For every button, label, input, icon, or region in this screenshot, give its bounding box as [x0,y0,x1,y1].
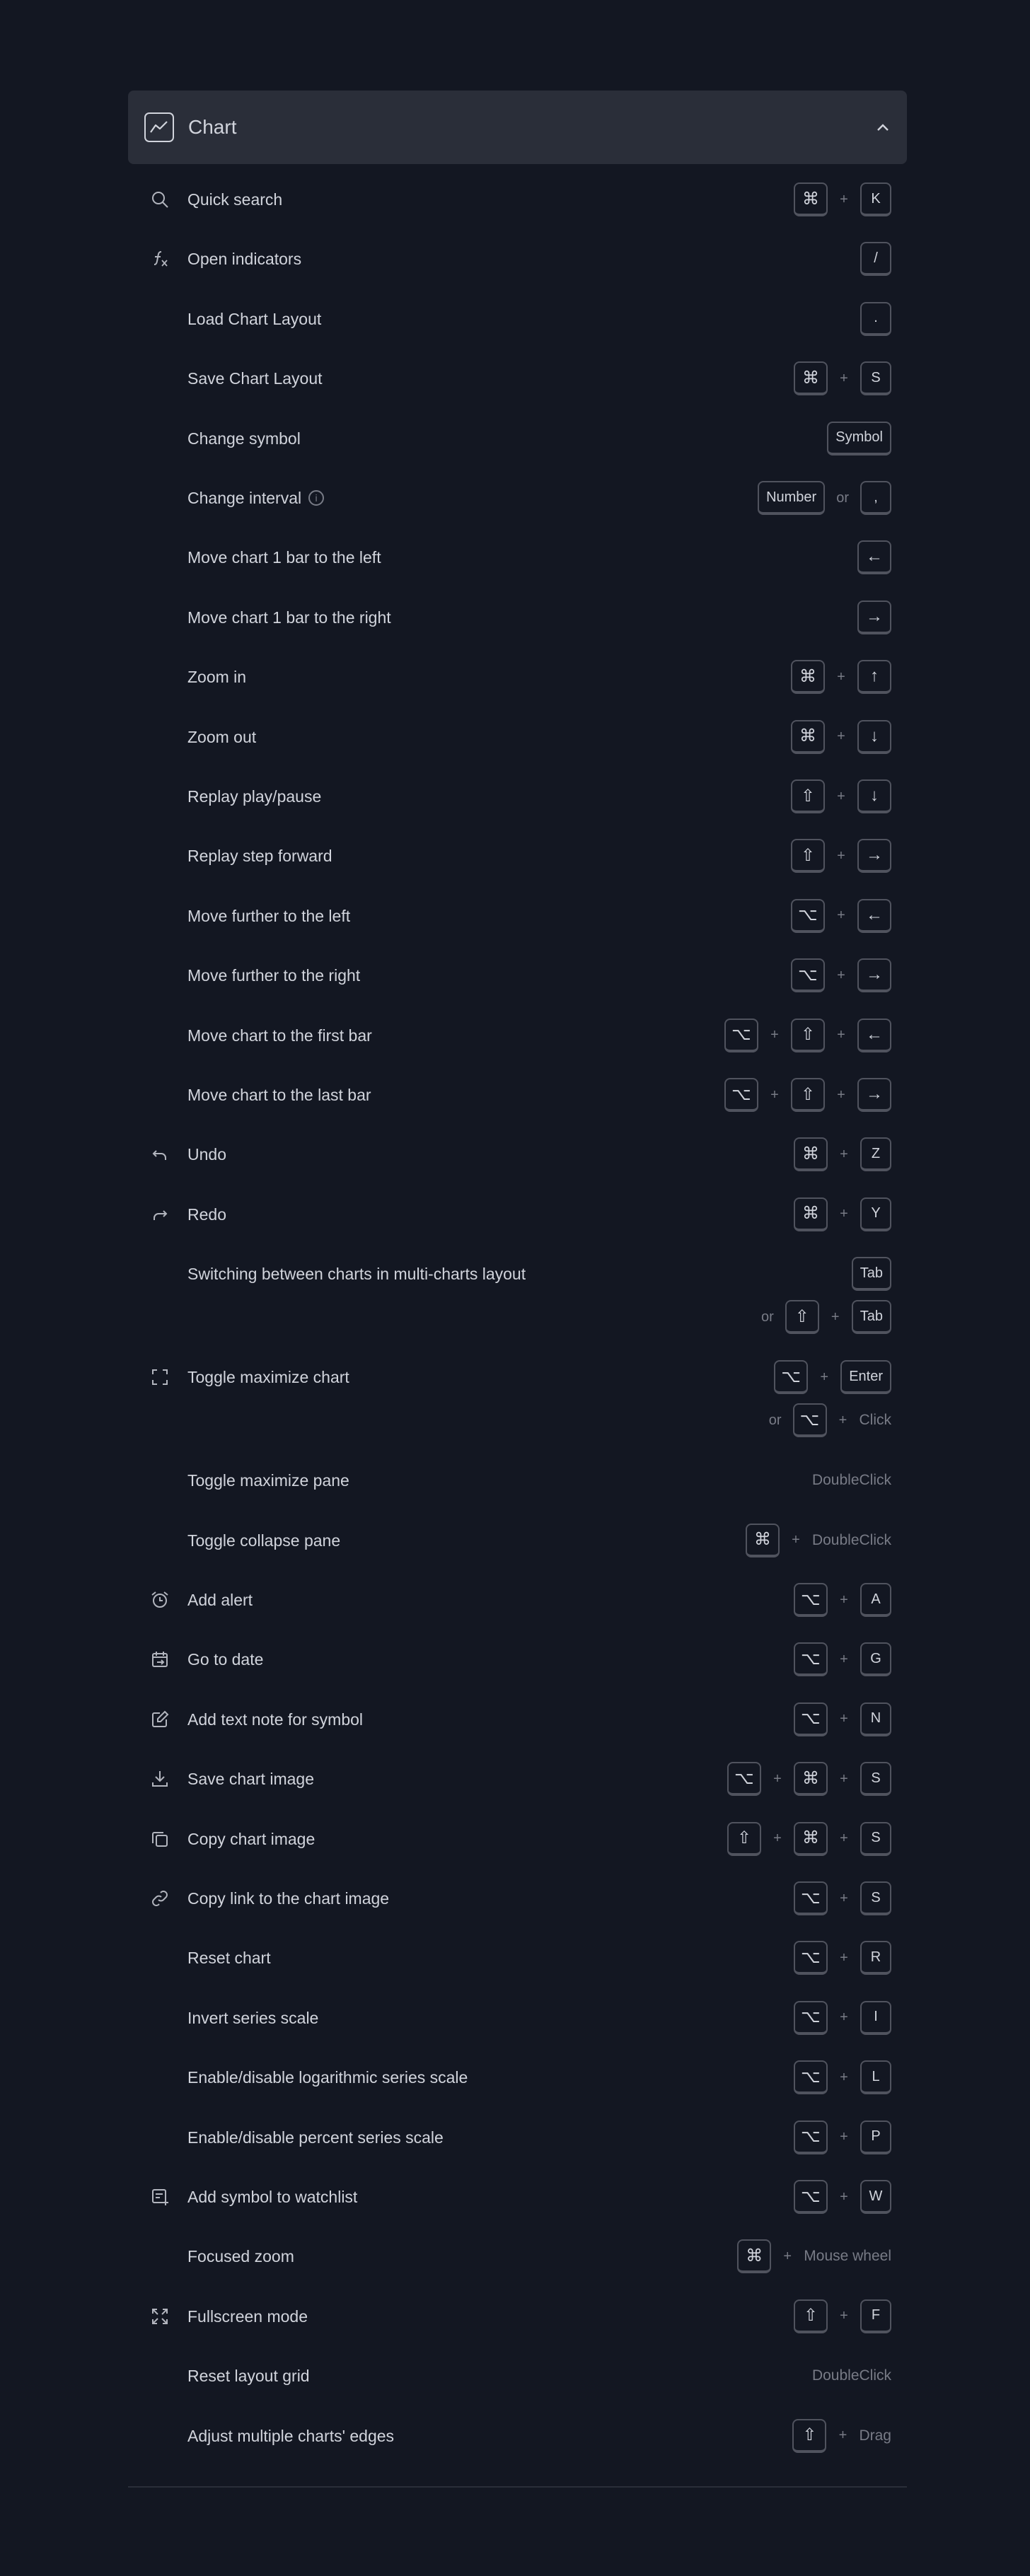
right-arrow-key: → [857,958,891,992]
key-combination [794,2298,891,2335]
shortcut-row [128,1582,891,1624]
p-key: P [860,2120,891,2154]
shortcut-label-text: Focused zoom [187,2247,294,2266]
plus-separator: + [840,191,848,207]
down-arrow-key: ↓ [857,720,891,754]
shortcut-label [187,786,321,807]
info-icon[interactable]: i [308,490,324,506]
shortcut-label-text: Change interval [187,489,302,507]
plus-separator: + [840,2009,848,2026]
right-arrow-key: → [857,839,891,873]
function-icon [149,248,170,269]
shortcut-label-text: Move chart 1 bar to the right [187,608,391,627]
shortcut-label [187,965,360,986]
plus-separator: + [820,1369,829,1385]
shortcut-label [187,1204,226,1225]
cmd-key: ⌘ [794,361,828,395]
down-arrow-key: ↓ [857,779,891,813]
shift-key: ⇧ [791,779,825,813]
cmd-key: ⌘ [746,1524,780,1557]
chevron-up-icon[interactable] [876,123,890,132]
option-key: ⌥ [794,1642,828,1676]
option-key: ⌥ [791,899,825,933]
key-combination [794,1641,891,1678]
shortcut-label-text: Change symbol [187,429,301,448]
shortcut-label-text: Fullscreen mode [187,2307,308,2326]
key-combination [794,2059,891,2096]
cmd-key: ⌘ [794,182,828,216]
doubleclick-text: DoubleClick [811,2367,891,2384]
cmd-key: ⌘ [791,660,825,694]
line-chart-icon [144,112,174,142]
option-key: ⌥ [791,958,825,992]
shortcut-row [128,181,891,224]
plus-separator: + [840,370,848,386]
section-title: Chart [188,116,237,138]
option-key: ⌥ [727,1762,761,1796]
watchlist-add-icon [149,2186,170,2207]
shortcut-label-text: Enable/disable percent series scale [187,2128,444,2147]
left-arrow-key: ← [857,540,891,574]
shortcut-label [187,1263,526,1284]
k-key: K [860,182,891,216]
dot-key: . [860,302,891,336]
shortcut-label-text: Toggle maximize chart [187,1368,349,1387]
key-combination [812,1462,891,1499]
key-combination [791,778,891,815]
shortcut-label [187,1144,226,1165]
key-combination [812,2357,891,2394]
shortcut-label-text: Switching between charts in multi-charts layout [187,1265,526,1284]
plus-separator: + [792,1532,800,1548]
shortcut-label [187,2007,318,2029]
key-combination [857,599,891,636]
plus-separator: + [783,2248,792,2264]
r-key: R [860,1941,891,1975]
shortcut-row [128,1136,891,1178]
shortcut-row [128,837,891,880]
or-separator: or [760,1309,774,1325]
g-key: G [860,1642,891,1676]
shortcut-label-text: Redo [187,1205,226,1224]
plus-separator: + [840,1770,848,1787]
maximize-icon [149,1367,170,1388]
shortcut-label [187,248,301,269]
s-key: S [860,1881,891,1915]
slash-key: / [860,242,891,276]
option-key: ⌥ [794,2180,828,2214]
doubleclick-text: DoubleClick [811,1531,891,1548]
shortcut-label-text: Invert series scale [187,2008,319,2027]
plus-separator: + [840,2188,848,2205]
search-icon [149,189,170,210]
key-combination [794,181,891,218]
key-combination [852,1255,891,1292]
plus-separator: + [840,1711,848,1727]
key-combination [794,1701,891,1738]
plus-separator: + [837,967,845,983]
shortcut-row [128,420,891,463]
shortcut-label [187,2365,310,2386]
cmd-key: ⌘ [794,1137,828,1171]
key-combination [791,658,891,695]
cmd-key: ⌘ [794,1762,828,1796]
shortcut-label-text: Replay step forward [187,847,332,866]
shortcut-row [128,1701,891,1744]
plus-separator: + [840,2308,848,2324]
shortcut-label-text: Move further to the right [187,966,361,985]
note-edit-icon [149,1709,170,1730]
shortcut-label [187,1649,263,1670]
shortcut-label-text: Add alert [187,1591,253,1609]
copy-icon [149,1828,170,1850]
plus-separator: + [840,2129,848,2145]
or-separator: or [836,489,849,506]
shortcut-row [128,2000,891,2042]
option-key: ⌥ [774,1360,808,1394]
shortcut-row [128,1939,891,1982]
shift-key: ⇧ [791,1078,825,1112]
shortcut-label [187,1768,314,1789]
shortcut-row [128,1359,891,1444]
shortcut-row [128,2357,891,2400]
shortcut-row [128,2059,891,2101]
undo-icon [149,1144,170,1165]
option-key: ⌥ [794,1702,828,1736]
key-combination [794,1582,891,1618]
key-combination [750,1299,891,1335]
option-key: ⌥ [794,1881,828,1915]
key-combination [724,1077,891,1113]
left-arrow-key: ← [857,899,891,933]
shortcut-row [128,1077,891,1119]
shortcut-label [187,905,350,927]
shortcut-row [128,360,891,402]
redo-icon [149,1204,170,1225]
plus-separator: + [837,788,845,804]
key-combination [827,420,891,457]
shortcut-row [128,539,891,581]
key-combination [792,2418,891,2454]
option-key: ⌥ [794,2120,828,2154]
left-arrow-key: ← [857,1019,891,1052]
plus-separator: + [840,2069,848,2085]
download-icon [149,1768,170,1789]
fullscreen-icon [149,2306,170,2327]
plus-separator: + [840,1949,848,1966]
cmd-key: ⌘ [791,720,825,754]
plus-separator: + [837,907,845,924]
shortcuts-panel [128,91,907,2445]
shortcut-label [187,308,321,330]
right-arrow-key: → [857,601,891,634]
plus-separator: + [773,1770,782,1787]
comma-key: , [860,481,891,515]
shortcut-label-text: Enable/disable logarithmic series scale [187,2068,468,2087]
plus-separator: + [770,1027,779,1043]
shortcut-row [128,480,891,522]
option-key: ⌥ [794,2001,828,2035]
shortcut-row [128,1522,891,1565]
shortcut-label [187,2186,357,2207]
option-key: ⌥ [793,1403,827,1437]
plus-separator: + [837,668,845,685]
shortcut-label [187,2127,444,2148]
s-key: S [860,1822,891,1856]
shortcut-label [187,2246,294,2267]
shortcut-row [128,1196,891,1238]
key-combination [860,301,891,337]
shortcut-label-text: Move chart to the last bar [187,1086,371,1104]
divider [128,2486,907,2488]
plus-separator: + [840,1651,848,1667]
shortcut-row [128,1641,891,1683]
key-combination [791,719,891,755]
option-key: ⌥ [794,1941,828,1975]
key-combination [758,480,891,516]
plus-separator: + [840,1831,848,1847]
shortcut-label [187,2425,394,2447]
shortcut-row [128,599,891,642]
shortcut-row [128,957,891,999]
key-combination [774,1359,891,1396]
tab-key: Tab [852,1300,891,1334]
shortcut-label-text: Move chart to the first bar [187,1026,372,1045]
shortcut-row [128,240,891,283]
shortcut-row [128,1880,891,1922]
shortcut-label-text: Toggle maximize pane [187,1471,349,1490]
shortcut-label [187,1589,253,1611]
key-combination [758,1402,891,1439]
s-key: S [860,361,891,395]
key-combination [727,1760,891,1797]
key-combination [857,539,891,576]
shortcut-row [128,1255,891,1340]
key-combination [791,837,891,874]
shift-key: ⇧ [785,1300,819,1334]
doubleclick-text: DoubleClick [811,1472,891,1489]
shortcut-label-text: Reset chart [187,1949,271,1968]
shortcut-label-text: Replay play/pause [187,787,322,806]
y-key: Y [860,1197,891,1231]
shortcut-label [187,1530,340,1551]
shortcut-row [128,658,891,701]
key-combination [794,2119,891,2156]
tab-key: Tab [852,1257,891,1291]
shortcut-label [187,547,381,568]
shortcut-row [128,719,891,761]
cmd-key: ⌘ [794,1822,828,1856]
shortcut-label-text: Toggle collapse pane [187,1531,341,1550]
link-icon [149,1888,170,1909]
shortcut-label-text: Open indicators [187,250,302,269]
shortcut-row [128,2119,891,2162]
key-combination [794,1939,891,1976]
shortcut-label-text: Go to date [187,1650,264,1669]
shortcut-label-text: Zoom out [187,727,257,746]
plus-separator: + [838,1412,847,1428]
shortcut-label-text: Quick search [187,190,283,209]
w-key: W [860,2180,891,2214]
plus-separator: + [838,2427,847,2444]
symbol-key: Symbol [827,422,891,456]
shortcut-label [187,845,332,866]
s-key: S [860,1762,891,1796]
shortcut-label-text: Load Chart Layout [187,309,322,328]
shortcut-label [187,1888,389,1909]
shortcut-label [187,607,391,628]
key-combination [794,2178,891,2215]
key-combination [860,240,891,277]
key-combination [794,1196,891,1233]
shortcut-label [187,428,301,449]
shortcut-row [128,778,891,820]
shift-key: ⇧ [792,2419,826,2453]
drag-text: Drag [859,2427,891,2444]
plus-separator: + [840,1591,848,1608]
shortcut-label-text: Save chart image [187,1770,314,1789]
shortcut-row [128,898,891,940]
shortcut-label [187,666,246,687]
plus-separator: + [773,1831,782,1847]
key-combination [794,360,891,397]
right-arrow-key: → [857,1078,891,1112]
key-combination [791,957,891,994]
shortcut-row [128,2298,891,2340]
up-arrow-key: ↑ [857,660,891,694]
shortcut-label [187,368,323,389]
mouse-wheel-text: Mouse wheel [804,2248,891,2265]
shift-key: ⇧ [794,2299,828,2333]
plus-separator: + [837,1086,845,1103]
shortcut-row [128,2238,891,2280]
alarm-clock-icon [149,1589,170,1611]
shortcut-label-text: Move chart 1 bar to the left [187,548,381,567]
key-combination [746,1522,891,1559]
n-key: N [860,1702,891,1736]
section-header-chart[interactable] [128,91,907,164]
shortcut-row [128,2178,891,2221]
shortcut-row [128,1462,891,1504]
key-combination [794,1880,891,1917]
shift-key: ⇧ [727,1822,761,1856]
plus-separator: + [840,1890,848,1906]
plus-separator: + [840,1206,848,1222]
shortcut-label-text: Zoom in [187,668,247,687]
cmd-key: ⌘ [737,2239,771,2273]
shortcut-label [187,726,256,748]
shortcut-label [187,1709,363,1730]
enter-key: Enter [840,1360,891,1394]
shift-key: ⇧ [791,839,825,873]
shortcut-label [187,487,324,509]
key-combination [794,2000,891,2036]
shortcut-row [128,1017,891,1060]
shortcut-row [128,301,891,343]
z-key: Z [860,1137,891,1171]
cmd-key: ⌘ [794,1197,828,1231]
plus-separator: + [837,1027,845,1043]
shortcut-label [187,1025,372,1046]
l-key: L [860,2060,891,2094]
key-combination [794,1136,891,1173]
option-key: ⌥ [724,1078,758,1112]
shortcut-label-text: Reset layout grid [187,2367,310,2386]
shortcut-row [128,2418,891,2460]
shift-key: ⇧ [791,1019,825,1052]
shortcut-label-text: Save Chart Layout [187,369,323,388]
shortcut-row [128,1760,891,1803]
calendar-arrow-icon [149,1649,170,1670]
click-text: Click [859,1412,891,1429]
shortcut-label-text: Move further to the left [187,906,351,925]
option-key: ⌥ [724,1019,758,1052]
option-key: ⌥ [794,2060,828,2094]
shortcut-label [187,2067,468,2088]
or-separator: or [768,1412,782,1428]
plus-separator: + [837,729,845,745]
shortcut-row [128,1821,891,1863]
key-combination [737,2238,891,2275]
plus-separator: + [770,1086,779,1103]
shortcut-label [187,1828,315,1850]
plus-separator: + [837,847,845,864]
plus-separator: + [840,1146,848,1162]
shortcut-label-text: Copy link to the chart image [187,1889,390,1908]
shortcut-label-text: Adjust multiple charts' edges [187,2426,395,2445]
plus-separator: + [831,1309,840,1325]
shortcut-label-text: Add symbol to watchlist [187,2188,358,2206]
shortcut-label-text: Copy chart image [187,1829,316,1848]
shortcut-label-text: Undo [187,1145,226,1164]
shortcut-label [187,1084,371,1106]
f-key: F [860,2299,891,2333]
shortcut-label [187,1947,271,1968]
option-key: ⌥ [794,1583,828,1617]
number-key: Number [758,481,825,515]
shortcut-label [187,1367,349,1388]
key-combination [727,1821,891,1857]
shortcut-label-text: Add text note for symbol [187,1710,364,1729]
shortcut-label [187,2306,308,2327]
key-combination [791,898,891,934]
shortcut-label [187,1470,349,1491]
key-combination [724,1017,891,1054]
i-key: I [860,2001,891,2035]
a-key: A [860,1583,891,1617]
shortcut-label [187,189,282,210]
